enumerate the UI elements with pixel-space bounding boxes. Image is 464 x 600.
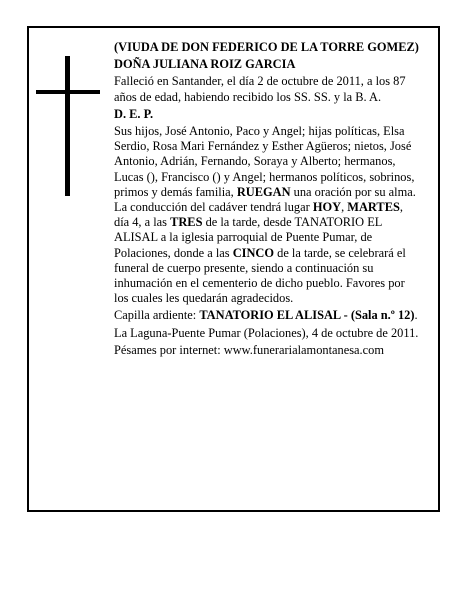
widow-line: (VIUDA DE DON FEDERICO DE LA TORRE GOMEZ) — [114, 40, 419, 54]
capilla-value: TANATORIO EL ALISAL - (Sala n.º 12) — [199, 308, 415, 323]
hoy-word: HOY — [312, 200, 342, 215]
cinco-word: CINCO — [232, 245, 275, 260]
tres-word: TRES — [170, 215, 203, 230]
martes-word: MARTES — [347, 200, 400, 215]
ruegan-word: RUEGAN — [236, 184, 291, 199]
condolences-line: Pésames por internet: www.funerarialamontanesa.com — [114, 342, 384, 357]
cross-icon — [36, 56, 100, 196]
family-list: Sus hijos, José Antonio, Paco y Angel; hijas políticas, Elsa Serdio, Rosa Mari Fernández y Esther Agüeros; nietos, José Antonio, Adrián, Fernando, Soraya y Alberto; hermanos, Lucas (), Francisco () y Angel; hermanos políticos, sobrinos, primos y demás familia, — [114, 124, 415, 199]
death-statement: Falleció en Santander, el día 2 de octubre de 2011, a los 87 años de edad, habiendo recibido los SS. SS. y la B. A. — [114, 74, 406, 104]
family-paragraph: Sus hijos, José Antonio, Paco y Angel; hijas políticas, Elsa Serdio, Rosa Mari Fernández y Esther Agüeros; nietos, José Antonio, Adrián, Fernando, Soraya y Alberto; hermanos, Lucas (), Francisco () y Angel; hermanos políticos, sobrinos, primos y demás familia, RUEGAN una oración por su alma. La conducción del cadáver tendrá lugar HOY, MARTES, día 4, a las TRES de la tarde, desde TANATORIO EL ALISAL a la iglesia parroquial de Puente Pumar, de Polaciones, donde a las CINCO de la tarde, se celebrará el funeral de cuerpo presente, siendo a continuación su inhumación en el cementerio de dicho pueblo. Favores por los cuales les quedarán agradecidos. — [114, 124, 416, 306]
deceased-name: DOÑA JULIANA ROIZ GARCIA — [114, 57, 296, 72]
dep-line: D. E. P. — [114, 106, 154, 121]
place-date: La Laguna-Puente Pumar (Polaciones), 4 de octubre de 2011. — [114, 325, 419, 340]
capilla-line: Capilla ardiente: TANATORIO EL ALISAL - (Sala n.º 12). — [114, 308, 418, 323]
obituary-text — [114, 40, 420, 360]
